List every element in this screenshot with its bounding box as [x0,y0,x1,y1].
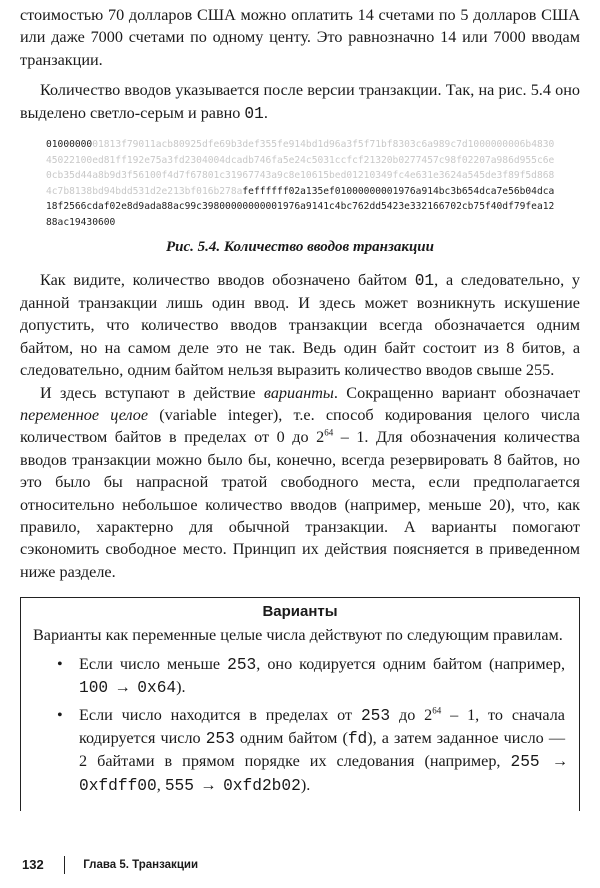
text: ). [300,775,311,794]
inline-code: 100 → 0x64 [79,679,177,698]
text: , а следовательно, у данной транзакции лишь один ввод. И здесь может возникнуть искушение допустить, что количество вводов транзакции всегда обозначается одним байтом, но на самом деле это не так. Ведь один байт состоит из 8 битов, а следовательно, одним байтом нельзя выразить количество вводов свыше 255. [20,270,580,380]
page-footer [20,856,580,874]
hex-rest: feffffff02a135ef01000000001976a914bc3b654dca7e56b04dca18f2566cdaf02e8d9ada88ac99c39800000000001976a9141c4bc762dd5423e332166702cb75f40df79fea1288ac19430600 [46,185,555,228]
text: Количество вводов указывается после версии транзакции. Так, на рис. 5.4 оно выделено светло-серым и равно [20,81,580,122]
text: . [263,103,268,122]
footer-divider [64,856,66,874]
text: Если число меньше [79,654,228,673]
inline-code: 253 [205,729,235,748]
text: ), а затем заданное число — 2 байтами в прямом порядке их следования (например, [79,728,566,771]
text: до 2 [390,705,433,724]
hex-version: 01000000 [46,139,93,151]
text: (variable integer), т.е. способ кодирования целого числа количеством байтов в пределах от 0 до 2 [20,406,580,447]
inline-code: 555 → 0xfd2b02 [164,776,301,795]
hex-highlighted: 01813f79011acb80925dfe69b3def355fe914bd1d96a3f5f71bf8303c6a989c7d1000000006b483045022100ed81ff192e75a3fd2304004dcadb746fa5e24c5031ccfcf21320b0277457c98f02207a986d955c6e0cb35d44a8b9d3f56100f4d7f67801c31967743a9c8e10615bed01210349fc4e631e3624a545de3f89f5d8684c7b8138bd94bdd531d2e213bf016b278a [46,139,555,197]
inline-code: 01 [414,271,435,290]
text: Если число находится в пределах от [79,705,361,724]
superscript: 64 [432,705,442,716]
inline-code: 255 → 0xfdff00 [79,753,565,795]
emphasis: переменное целое [20,406,149,425]
list-item [33,704,565,798]
text: . Сокращенно вариант обозначает [333,383,581,402]
superscript: 64 [324,428,334,439]
text: одним байтом ( [234,728,348,747]
sidebar-box [20,597,580,811]
paragraph [20,79,580,125]
text: Как видите, количество вводов обозначено байтом [40,270,415,289]
inline-code: 253 [227,655,257,674]
hex-code-block [46,137,560,231]
inline-code: 01 [244,104,264,123]
text: – 1. Для обозначения количества вводов транзакции можно было бы, конечно, всегда резервировать 8 байтов, но это было бы напрасной тратой свободного места, если предполагается относительно небольшое количество вводов (например, меньше 20), что, как правило, характерно для обычной транзакции. А варианты помогают сэкономить свободное место. Принцип их действия поясняется в приведенном ниже разделе. [20,428,580,581]
text: , оно кодируется одним байтом (например, [256,654,565,673]
list-item [33,653,565,700]
rules-list [33,653,565,797]
text: И здесь вступают в действие [40,383,264,402]
page-number: 132 [22,857,44,872]
box-title: Варианты [262,603,338,621]
chapter-title: Глава 5. Транзакции [83,859,199,871]
text: , [156,775,165,794]
box-intro: Варианты как переменные целые числа действуют по следующим правилам. [33,626,563,645]
paragraph [20,269,580,382]
paragraph [20,382,580,584]
inline-code: fd [347,729,368,748]
figure-caption: Рис. 5.4. Количество вводов транзакции [166,238,434,255]
inline-code: 253 [360,706,391,725]
text: ). [176,678,186,697]
paragraph: стоимостью 70 долларов США можно оплатить 14 счетами по 5 долларов США или даже 7000 счетами по одному центу. Это равнозначно 14 или 7000 вводам транзакции. [20,6,580,69]
emphasis: варианты [263,383,334,402]
spacer [20,811,580,856]
text: – 1, то сначала кодируется число [79,705,565,747]
